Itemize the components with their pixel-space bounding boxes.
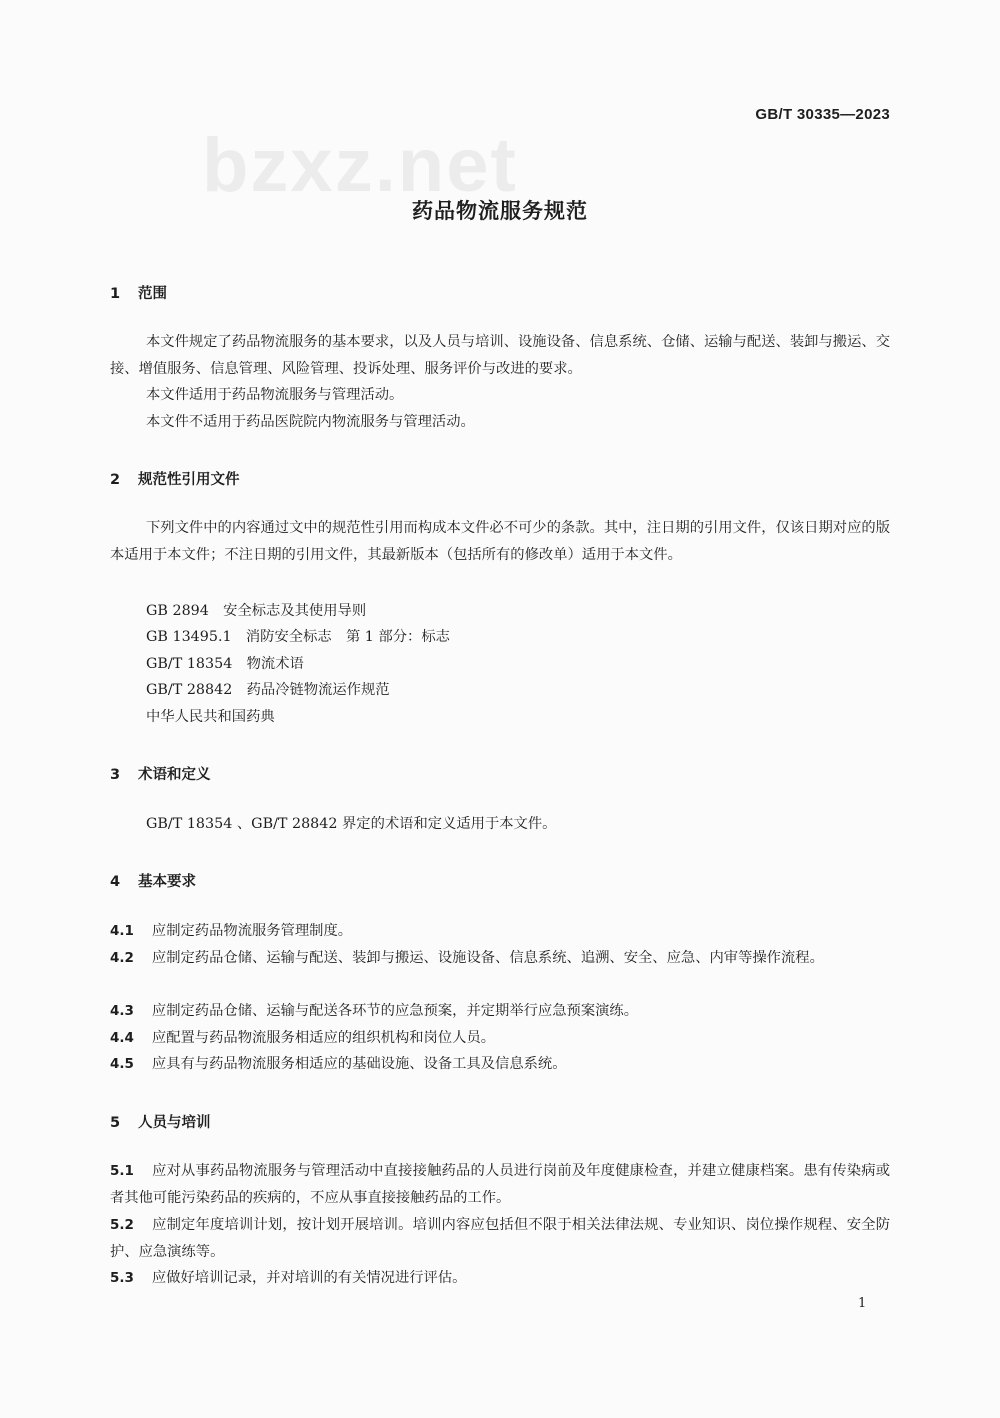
clause <box>110 1265 890 1292</box>
reference-item: GB/T 28842 药品冷链物流运作规范 <box>146 682 390 698</box>
clause <box>110 945 890 972</box>
section-number: 1 <box>110 286 121 302</box>
clause-number: 4.1 <box>110 923 134 939</box>
reference-item: GB 13495.1 消防安全标志 第 1 部分：标志 <box>146 629 450 645</box>
clause <box>110 998 890 1025</box>
section-title: 人员与培训 <box>138 1115 211 1131</box>
reference-item: GB/T 18354 物流术语 <box>146 656 304 672</box>
clause <box>110 1212 890 1265</box>
clause <box>110 1025 890 1052</box>
clause-text: 应制定年度培训计划，按计划开展培训。培训内容应包括但不限于相关法律法规、专业知识、岗位操作规程、安全防护、应急演练等。 <box>110 1217 890 1260</box>
standard-number: GB/T 30335—2023 <box>755 106 890 123</box>
section-heading-normative-references <box>110 468 240 489</box>
clause-text: 应具有与药品物流服务相适应的基础设施、设备工具及信息系统。 <box>151 1056 567 1072</box>
section-heading-basic-requirements <box>110 870 196 891</box>
clause-text: 应制定药品仓储、运输与配送、装卸与搬运、设施设备、信息系统、追溯、安全、应急、内审等操作流程。 <box>151 950 824 966</box>
clause-text: 应做好培训记录，并对培训的有关情况进行评估。 <box>151 1270 467 1286</box>
section-title: 基本要求 <box>138 874 196 890</box>
clause <box>110 1051 890 1078</box>
clause-number: 5.1 <box>110 1163 134 1179</box>
section-heading-terms <box>110 763 211 784</box>
document-title: 药品物流服务规范 <box>412 199 588 223</box>
section-number: 5 <box>110 1115 121 1131</box>
clause-number: 5.2 <box>110 1217 134 1233</box>
paragraph: 本文件适用于药品物流服务与管理活动。 <box>146 387 404 403</box>
clause <box>110 918 890 945</box>
section-title: 术语和定义 <box>138 767 211 783</box>
paragraph: 本文件不适用于药品医院院内物流服务与管理活动。 <box>146 414 475 430</box>
section-title: 规范性引用文件 <box>138 472 240 488</box>
section-heading-personnel-training <box>110 1111 211 1132</box>
paragraph: 下列文件中的内容通过文中的规范性引用而构成本文件必不可少的条款。其中，注日期的引用文件，仅该日期对应的版本适用于本文件；不注日期的引用文件，其最新版本（包括所有的修改单）适用于本文件。 <box>110 520 890 563</box>
clause-number: 4.5 <box>110 1056 134 1072</box>
clause-number: 4.4 <box>110 1030 134 1046</box>
clause-number: 5.3 <box>110 1270 134 1286</box>
clause-number: 4.3 <box>110 1003 134 1019</box>
paragraph: 本文件规定了药品物流服务的基本要求，以及人员与培训、设施设备、信息系统、仓储、运输与配送、装卸与搬运、交接、增值服务、信息管理、风险管理、投诉处理、服务评价与改进的要求。 <box>110 334 890 377</box>
clause <box>110 1158 890 1211</box>
clause-text: 应制定药品物流服务管理制度。 <box>151 923 353 939</box>
reference-item: GB 2894 安全标志及其使用导则 <box>146 603 367 619</box>
section-number: 2 <box>110 472 121 488</box>
reference-item: 中华人民共和国药典 <box>146 709 275 725</box>
clause-text: 应对从事药品物流服务与管理活动中直接接触药品的人员进行岗前及年度健康检查，并建立健康档案。患有传染病或者其他可能污染药品的疾病的，不应从事直接接触药品的工作。 <box>110 1163 890 1206</box>
page-number: 1 <box>858 1296 867 1311</box>
section-number: 3 <box>110 767 121 783</box>
paragraph: GB/T 18354 、GB/T 28842 界定的术语和定义适用于本文件。 <box>146 816 557 832</box>
clause-number: 4.2 <box>110 950 134 966</box>
watermark: bzxz.net <box>202 123 518 208</box>
clause-text: 应配置与药品物流服务相适应的组织机构和岗位人员。 <box>151 1030 496 1046</box>
clause-text: 应制定药品仓储、运输与配送各环节的应急预案，并定期举行应急预案演练。 <box>151 1003 639 1019</box>
section-title: 范围 <box>138 286 167 302</box>
section-heading-scope <box>110 282 167 303</box>
section-number: 4 <box>110 874 121 890</box>
